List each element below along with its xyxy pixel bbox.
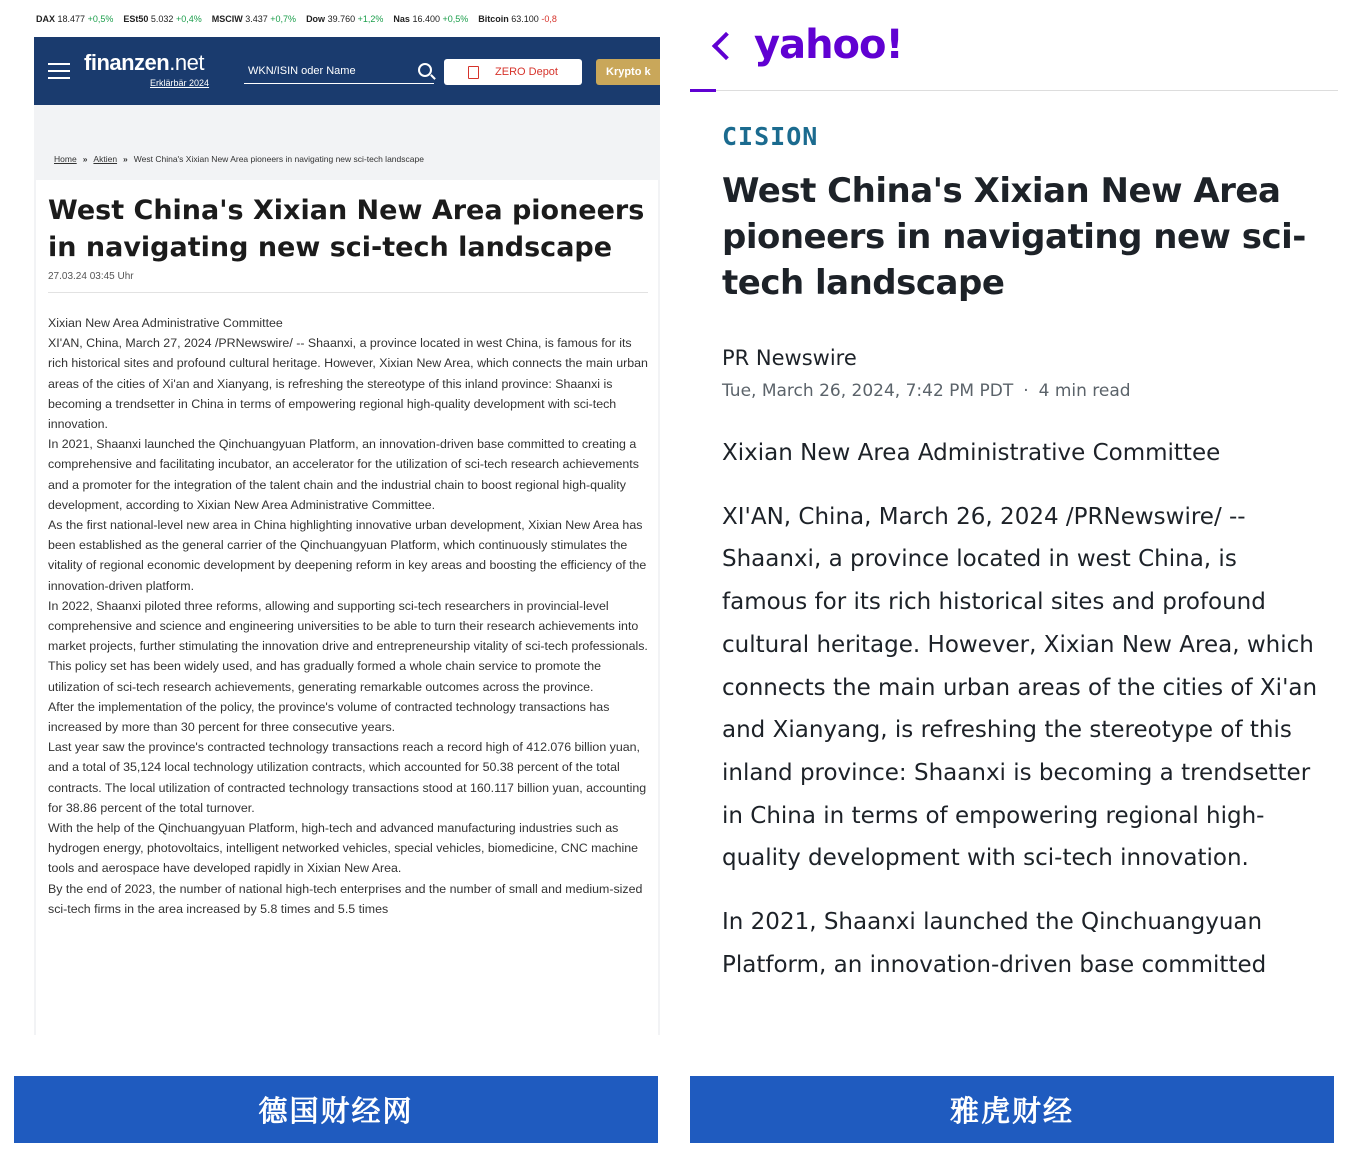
article-body — [48, 313, 648, 919]
paragraph: In 2021, Shaanxi launched the Qinchuangyuan Platform, an innovation-driven base committed to creating a comprehensive and facilitating incubator, an accelerator for the utilization of sci-tech research achievements and a promoter for the integration of the talent chain and the industrial chain to boost regional high-quality development, according to Xixian New Area Administrative Committee. — [48, 437, 639, 512]
divider — [690, 90, 1338, 91]
paragraph: After the implementation of the policy, the province's volume of contracted technology transactions has increased by more than 30 percent for three consecutive years. — [48, 699, 610, 735]
finanzen-header — [34, 37, 660, 105]
paragraph: XI'AN, China, March 27, 2024 /PRNewswire/ -- Shaanxi, a province located in west China, is famous for its rich historical sites and profound cultural heritage. However, Xixian New Area, which connects the main urban areas of the cities of Xi'an and Xianyang, is refreshing the stereotype of this inland province: Shaanxi is becoming a trendsetter in China in terms of empowering regional high-quality development with sci-tech innovation. — [48, 336, 648, 432]
ticker-item[interactable]: Dow 39.760 +1,2% — [306, 14, 384, 24]
article-source[interactable]: PR Newswire — [722, 346, 857, 370]
back-chevron-icon[interactable] — [712, 32, 740, 60]
paragraph: In 2022, Shaanxi piloted three reforms, allowing and supporting sci-tech researchers in provincial-level comprehensive and science and engineering universities to be able to turn their research achievements into market projects, further stimulating the innovation drive and entrepreneurship vitality of sci-tech professionals. — [48, 598, 648, 654]
read-time: 4 min read — [1038, 381, 1131, 401]
paragraph: This policy set has been widely used, and has gradually formed a whole chain service to promote the utilization of sci-tech research achievements, generating remarkable outcomes across the province. — [48, 659, 602, 694]
finanzen-logo-subline[interactable]: Erklärbär 2024 — [150, 78, 210, 88]
ticker-item[interactable]: Nas 16.400 +0,5% — [393, 14, 469, 24]
breadcrumb-aktien[interactable]: Aktien — [93, 154, 118, 164]
paragraph: By the end of 2023, the number of national high-tech enterprises and the number of small and medium-sized sci-tech firms in the area increased by 5.8 times and 5.5 times — [48, 881, 643, 916]
breadcrumb — [54, 154, 424, 164]
ticker-item[interactable]: MSCIW 3.437 +0,7% — [211, 14, 297, 24]
ticker-item[interactable]: ESt50 5.032 +0,4% — [123, 14, 202, 24]
search-placeholder: WKN/ISIN oder Name — [248, 65, 356, 77]
menu-icon[interactable] — [48, 63, 70, 79]
ticker-item[interactable]: DAX 18.477 +0,5% — [36, 14, 114, 24]
provider-logo[interactable]: CISION — [722, 122, 819, 151]
search-icon[interactable] — [418, 63, 432, 77]
chevron-right-icon: » — [123, 154, 128, 164]
separator-dot: · — [1023, 381, 1029, 401]
article-meta — [722, 381, 1131, 401]
article-body — [722, 432, 1326, 1007]
paragraph: Last year saw the province's contracted technology transactions reach a record high of 412.076 billion yuan, and a total of 35,124 local technology utilization contracts, which accounted for 50.38 percent of the total contracts. The local utilization of contracted technology transactions stood at 160.117 billion yuan, accounting for 38.86 percent of the total turnover. — [48, 740, 647, 815]
paragraph: With the help of the Qinchuangyuan Platform, high-tech and advanced manufacturing industries such as hydrogen energy, photovoltaics, intelligent networked vehicles, special vehicles, biomedicine, CNC machine tools and aerospace have developed rapidly in Xixian New Area. — [48, 821, 639, 876]
krypto-button[interactable]: Krypto k — [596, 59, 660, 85]
depot-icon — [468, 66, 479, 79]
breadcrumb-home[interactable]: Home — [54, 154, 77, 164]
paragraph: In 2021, Shaanxi launched the Qinchuangyuan Platform, an innovation-driven base committed — [722, 909, 1267, 978]
caption-yahoo: 雅虎财经 — [690, 1076, 1334, 1143]
paragraph: Xixian New Area Administrative Committee — [722, 440, 1221, 466]
caption-finanzen: 德国财经网 — [14, 1076, 658, 1143]
yahoo-logo[interactable]: yahoo! — [754, 22, 903, 68]
article-title: West China's Xixian New Area pioneers in navigating new sci-tech landscape — [722, 171, 1306, 303]
zero-depot-button[interactable]: ZERO Depot — [444, 59, 582, 85]
paragraph: Xixian New Area Administrative Committee — [48, 316, 283, 330]
finanzen-logo[interactable]: finanzen.net — [84, 50, 204, 75]
search-input[interactable] — [244, 59, 434, 84]
paragraph: XI'AN, China, March 26, 2024 /PRNewswire/ -- Shaanxi, a province located in west China, is famous for its rich historical sites and profound cultural heritage. However, Xixian New Area, which connects the main urban areas of the cities of Xi'an and Xianyang, is refreshing the stereotype of this inland province: Shaanxi is becoming a trendsetter in China in terms of empowering regional high-quality development with sci-tech innovation. — [722, 503, 1318, 872]
chevron-right-icon: » — [82, 154, 88, 164]
market-ticker — [36, 14, 660, 32]
divider — [48, 292, 648, 293]
article-date: 27.03.24 03:45 Uhr — [48, 271, 134, 282]
ticker-item[interactable]: Bitcoin 63.100 -0,8 — [478, 14, 557, 24]
breadcrumb-current: West China's Xixian New Area pioneers in navigating new sci-tech landscape — [133, 154, 424, 164]
active-tab-indicator — [690, 89, 716, 92]
finanzen-article — [36, 180, 658, 1035]
article-date: Tue, March 26, 2024, 7:42 PM PDT — [722, 381, 1014, 401]
paragraph: As the first national-level new area in China highlighting innovative urban development, Xixian New Area has been established as the general carrier of the Qinchuangyuan Platform, which continuously stimulates the vitality of regional economic development by deepening reform in key areas and boosting the efficiency of the innovation-driven platform. — [48, 518, 647, 593]
page-title: West China's Xixian New Area pioneers in navigating new sci-tech landscape — [48, 195, 645, 263]
